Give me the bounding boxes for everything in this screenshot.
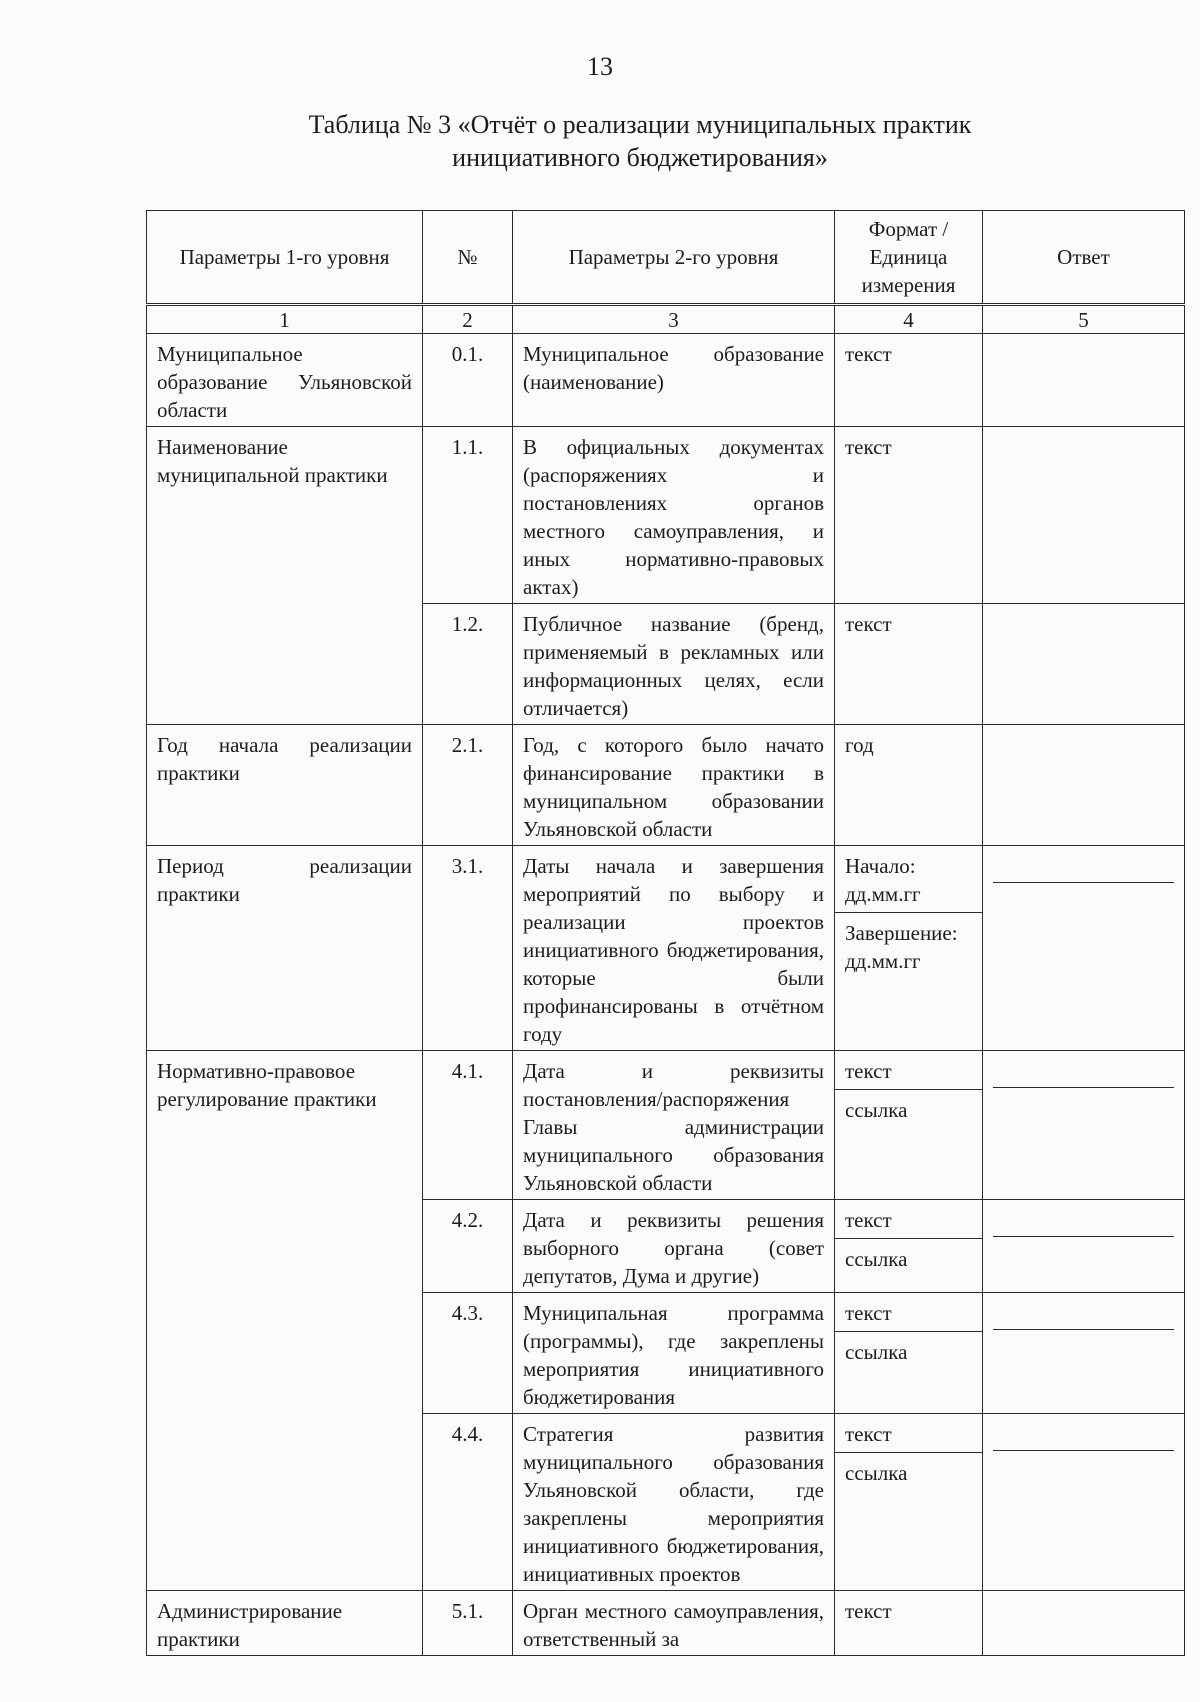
row-number-cell: 3.1.	[423, 846, 513, 1051]
answer-cell	[983, 725, 1185, 846]
format-value: ссылка	[835, 1452, 982, 1491]
answer-cell	[983, 846, 1185, 1051]
answer-cell	[983, 1591, 1185, 1656]
answer-subcell	[993, 1299, 1174, 1329]
header-row	[147, 211, 1185, 305]
level1-param-cell: Год начала реализации практики	[147, 725, 423, 846]
level2-param-cell: Публичное название (бренд, применяемый в рекламных или информационных целях, если отличается)	[513, 604, 835, 725]
table-row	[147, 1051, 1185, 1200]
format-cell: текст	[835, 1591, 983, 1656]
format-cell: текст	[835, 427, 983, 604]
column-number: 1	[147, 305, 423, 334]
level2-param-cell: Муниципальная программа (программы), где закреплены мероприятия инициативного бюджетирования	[513, 1293, 835, 1414]
answer-cell	[983, 604, 1185, 725]
format-value: Начало: дд.мм.гг	[845, 854, 921, 906]
answer-subcell	[993, 852, 1174, 882]
level1-param-cell: Период реализации практики	[147, 846, 423, 1051]
level2-param-cell: Муниципальное образование (наименование)	[513, 334, 835, 427]
level2-param-cell: В официальных документах (распоряжениях и постановлениях органов местного самоуправления, и иных нормативно-правовых актах)	[513, 427, 835, 604]
answer-cell	[983, 1414, 1185, 1591]
column-number: 3	[513, 305, 835, 334]
level2-param-cell: Орган местного самоуправления, ответственный за	[513, 1591, 835, 1656]
answer-cell	[983, 1051, 1185, 1200]
format-value: текст	[845, 1208, 892, 1232]
answer-subcell	[993, 1236, 1174, 1267]
header-answer: Ответ	[983, 211, 1185, 305]
table-title-line-2: инициативного бюджетирования»	[452, 143, 828, 172]
table-row	[147, 846, 1185, 1051]
answer-cell	[983, 1293, 1185, 1414]
column-number: 2	[423, 305, 513, 334]
table-row	[147, 427, 1185, 604]
format-value: текст	[845, 1422, 892, 1446]
row-number-cell: 4.3.	[423, 1293, 513, 1414]
format-value: ссылка	[835, 1331, 982, 1370]
table-row	[147, 725, 1185, 846]
format-cell: текст	[835, 334, 983, 427]
row-number-cell: 1.2.	[423, 604, 513, 725]
table-row	[147, 1591, 1185, 1656]
row-number-cell: 0.1.	[423, 334, 513, 427]
column-number-row	[147, 305, 1185, 334]
row-number-cell: 4.2.	[423, 1200, 513, 1293]
answer-subcell	[993, 882, 1174, 913]
answer-cell	[983, 427, 1185, 604]
level2-param-cell: Стратегия развития муниципального образования Ульяновской области, где закреплены мероприятия инициативного бюджетирования, инициативных проектов	[513, 1414, 835, 1591]
header-number: №	[423, 211, 513, 305]
format-cell	[835, 1293, 983, 1414]
format-cell	[835, 1051, 983, 1200]
table-title	[290, 108, 990, 174]
header-level1-params: Параметры 1-го уровня	[147, 211, 423, 305]
table-row	[147, 334, 1185, 427]
report-table	[146, 210, 1185, 1656]
format-cell	[835, 1200, 983, 1293]
header-level2-params: Параметры 2-го уровня	[513, 211, 835, 305]
answer-subcell	[993, 1206, 1174, 1236]
answer-cell	[983, 1200, 1185, 1293]
format-cell: год	[835, 725, 983, 846]
format-cell	[835, 1414, 983, 1591]
answer-cell	[983, 334, 1185, 427]
answer-subcell	[993, 1057, 1174, 1087]
level1-param-cell: Администрирование практики	[147, 1591, 423, 1656]
level2-param-cell: Дата и реквизиты решения выборного органа (совет депутатов, Дума и другие)	[513, 1200, 835, 1293]
level2-param-cell: Год, с которого было начато финансирование практики в муниципальном образовании Ульяновской области	[513, 725, 835, 846]
format-value: ссылка	[835, 1238, 982, 1277]
answer-subcell	[993, 1087, 1174, 1118]
row-number-cell: 1.1.	[423, 427, 513, 604]
format-cell: текст	[835, 604, 983, 725]
answer-subcell	[993, 1450, 1174, 1481]
row-number-cell: 4.4.	[423, 1414, 513, 1591]
row-number-cell: 5.1.	[423, 1591, 513, 1656]
level2-param-cell: Даты начала и завершения мероприятий по выбору и реализации проектов инициативного бюджетирования, которые были профинансированы в отчётном году	[513, 846, 835, 1051]
level2-param-cell: Дата и реквизиты постановления/распоряжения Главы администрации муниципального образования Ульяновской области	[513, 1051, 835, 1200]
format-value: ссылка	[835, 1089, 982, 1128]
level1-param-cell: Наименование муниципальной практики	[147, 427, 423, 725]
page-number: 13	[587, 52, 613, 81]
format-cell	[835, 846, 983, 1051]
column-number: 5	[983, 305, 1185, 334]
row-number-cell: 2.1.	[423, 725, 513, 846]
level1-param-cell: Муниципальное образование Ульяновской области	[147, 334, 423, 427]
table-body	[147, 305, 1185, 1656]
column-number: 4	[835, 305, 983, 334]
row-number-cell: 4.1.	[423, 1051, 513, 1200]
level1-param-cell: Нормативно-правовое регулирование практики	[147, 1051, 423, 1591]
format-value: текст	[845, 1301, 892, 1325]
header-format-unit: Формат / Единица измерения	[835, 211, 983, 305]
answer-subcell	[993, 1420, 1174, 1450]
table-title-line-1: Таблица № 3 «Отчёт о реализации муниципальных практик	[308, 110, 972, 139]
format-value: текст	[845, 1059, 892, 1083]
answer-subcell	[993, 1329, 1174, 1360]
format-value: Завершение: дд.мм.гг	[835, 912, 982, 979]
